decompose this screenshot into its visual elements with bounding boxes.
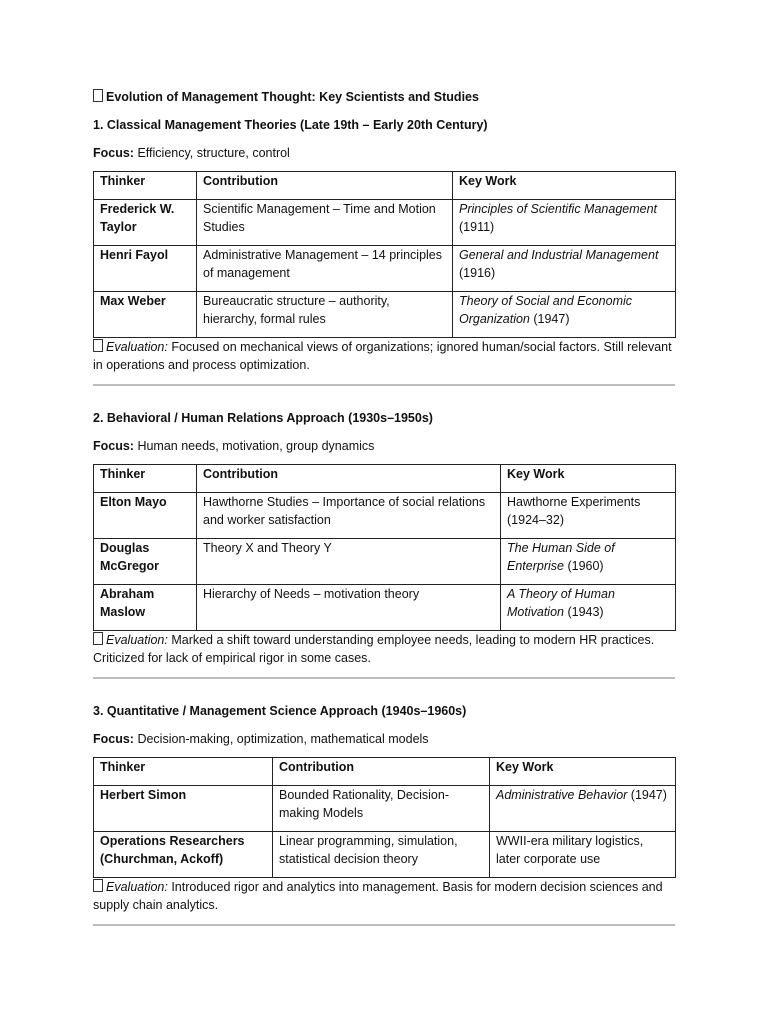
contribution-cell: Administrative Management – 14 principles of management [197, 246, 453, 292]
header-key-work: Key Work [501, 465, 676, 493]
thinker-cell: Henri Fayol [94, 246, 197, 292]
table-header-row [94, 172, 676, 200]
missing-glyph-icon [93, 89, 103, 102]
key-work-cell: The Human Side of Enterprise (1960) [501, 539, 676, 585]
header-contribution: Contribution [197, 465, 501, 493]
key-work-cell: Principles of Scientific Management (1911) [453, 200, 676, 246]
thinkers-table [93, 171, 676, 338]
section-heading: 1. Classical Management Theories (Late 19th – Early 20th Century) [93, 118, 488, 132]
focus-line: Focus: Efficiency, structure, control [93, 146, 290, 160]
contribution-cell: Hierarchy of Needs – motivation theory [197, 585, 501, 631]
focus-line: Focus: Decision-making, optimization, mathematical models [93, 732, 429, 746]
table-row [94, 539, 676, 585]
key-work-cell: A Theory of Human Motivation (1943) [501, 585, 676, 631]
section-heading: 3. Quantitative / Management Science Approach (1940s–1960s) [93, 704, 467, 718]
header-key-work: Key Work [490, 758, 676, 786]
contribution-cell: Scientific Management – Time and Motion Studies [197, 200, 453, 246]
contribution-cell: Hawthorne Studies – Importance of social relations and worker satisfaction [197, 493, 501, 539]
section-quantitative [93, 702, 675, 926]
missing-glyph-icon [93, 339, 103, 352]
key-work-cell: Theory of Social and Economic Organization (1947) [453, 292, 676, 338]
table-row [94, 292, 676, 338]
section-behavioral [93, 409, 675, 679]
header-thinker: Thinker [94, 172, 197, 200]
header-key-work: Key Work [453, 172, 676, 200]
key-work-cell: WWII-era military logistics, later corporate use [490, 832, 676, 878]
thinker-cell: Frederick W. Taylor [94, 200, 197, 246]
table-row [94, 246, 676, 292]
table-row [94, 493, 676, 539]
header-contribution: Contribution [273, 758, 490, 786]
horizontal-rule [93, 924, 675, 926]
key-work-cell: Administrative Behavior (1947) [490, 786, 676, 832]
key-work-cell: Hawthorne Experiments (1924–32) [501, 493, 676, 539]
header-thinker: Thinker [94, 758, 273, 786]
contribution-cell: Bounded Rationality, Decision-making Models [273, 786, 490, 832]
thinkers-table [93, 464, 676, 631]
missing-glyph-icon [93, 632, 103, 645]
thinker-cell: Abraham Maslow [94, 585, 197, 631]
table-row [94, 786, 676, 832]
table-row [94, 832, 676, 878]
section-heading: 2. Behavioral / Human Relations Approach (1930s–1950s) [93, 411, 433, 425]
evaluation-note: Evaluation: Marked a shift toward understanding employee needs, leading to modern HR practices. Criticized for lack of empirical rigor in some cases. [93, 633, 655, 665]
document-title: Evolution of Management Thought: Key Scientists and Studies [93, 88, 675, 106]
header-contribution: Contribution [197, 172, 453, 200]
missing-glyph-icon [93, 879, 103, 892]
header-thinker: Thinker [94, 465, 197, 493]
contribution-cell: Linear programming, simulation, statistical decision theory [273, 832, 490, 878]
thinker-cell: Douglas McGregor [94, 539, 197, 585]
document-page [93, 82, 675, 926]
evaluation-note: Evaluation: Introduced rigor and analytics into management. Basis for modern decision sciences and supply chain analytics. [93, 880, 663, 912]
thinker-cell: Elton Mayo [94, 493, 197, 539]
thinker-cell: Herbert Simon [94, 786, 273, 832]
thinkers-table [93, 757, 676, 878]
table-row [94, 585, 676, 631]
focus-line: Focus: Human needs, motivation, group dynamics [93, 439, 375, 453]
evaluation-note: Evaluation: Focused on mechanical views of organizations; ignored human/social factors. Still relevant in operations and process optimization. [93, 340, 672, 372]
contribution-cell: Bureaucratic structure – authority, hierarchy, formal rules [197, 292, 453, 338]
section-classical [93, 116, 675, 386]
thinker-cell: Operations Researchers (Churchman, Ackoff) [94, 832, 273, 878]
contribution-cell: Theory X and Theory Y [197, 539, 501, 585]
key-work-cell: General and Industrial Management (1916) [453, 246, 676, 292]
table-header-row [94, 758, 676, 786]
table-header-row [94, 465, 676, 493]
table-row [94, 200, 676, 246]
thinker-cell: Max Weber [94, 292, 197, 338]
